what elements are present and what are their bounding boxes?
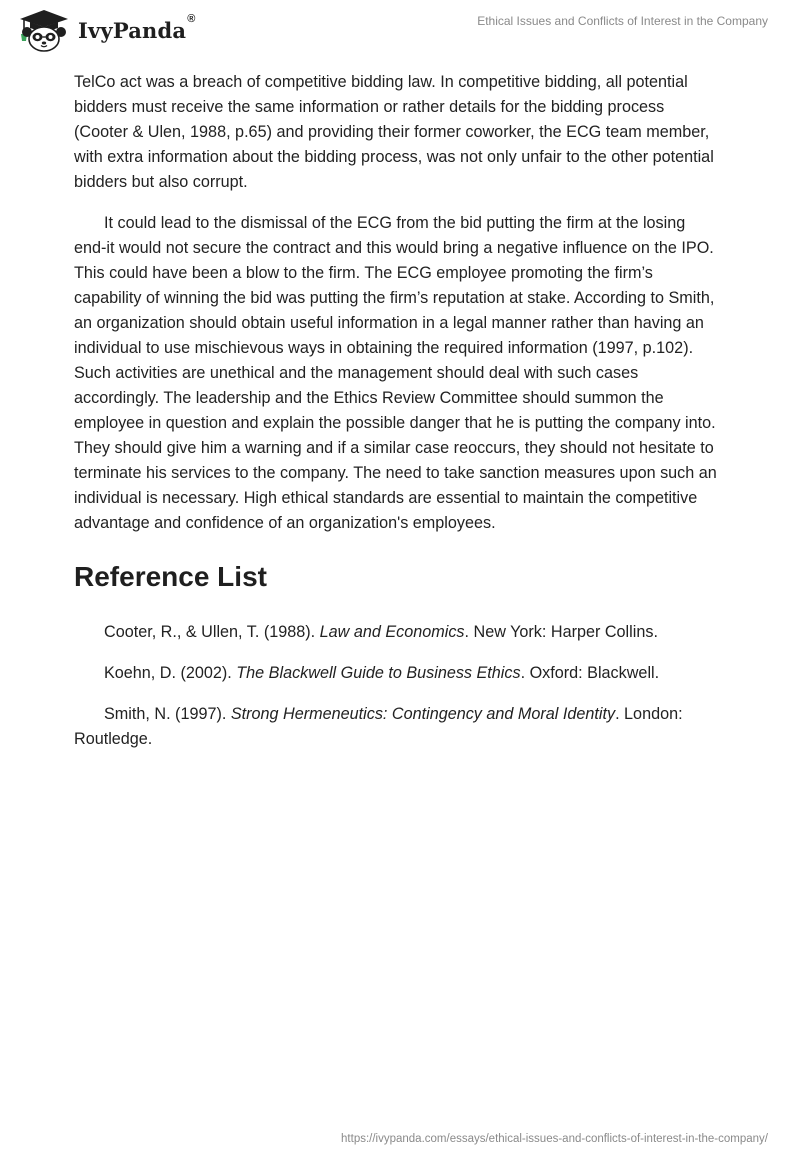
panda-graduate-icon xyxy=(16,8,72,52)
logo-wordmark xyxy=(78,12,196,43)
reference-publisher: . New York: Harper Collins. xyxy=(464,623,658,641)
reference-author: Cooter, R., & Ullen, T. (1988). xyxy=(104,623,320,641)
logo-name: IvyPanda xyxy=(78,17,187,43)
reference-publisher: . London: Routledge. xyxy=(74,705,683,748)
reference-author: Smith, N. (1997). xyxy=(104,705,231,723)
registered-mark: ® xyxy=(187,12,196,25)
reference-item xyxy=(74,661,722,686)
source-url[interactable]: https://ivypanda.com/essays/ethical-issues-and-conflicts-of-interest-in-the-company/ xyxy=(341,1133,768,1145)
reference-title: Strong Hermeneutics: Contingency and Moral Identity xyxy=(230,705,616,723)
ivypanda-logo[interactable] xyxy=(16,8,196,52)
page-header xyxy=(0,0,800,64)
reference-list-heading: Reference List xyxy=(74,561,267,592)
paragraph: It could lead to the dismissal of the ECG from the bid putting the firm at the losing end-it would not secure the contract and this would bring a negative influence on the IPO. This could have been a blow to the firm. The ECG employee promoting the firm’s capability of winning the bid was putting the firm’s reputation at stake. According to Smith, an organization should obtain useful information in a legal manner rather than having an individual to use mischievous ways in obtaining the required information (1997, p.102). Such activities are unethical and the management should deal with such cases accordingly. The leadership and the Ethics Review Committee should summon the employee in question and explain the possible danger that he is putting the company into. They should give him a warning and if a similar case reoccurs, they should not hesitate to terminate his services to the company. The need to take sanction measures upon such an individual is necessary. High ethical standards are essential to maintain the competitive advantage and confidence of an organization's employees. xyxy=(74,214,717,532)
reference-title: The Blackwell Guide to Business Ethics xyxy=(236,664,521,682)
document-title: Ethical Issues and Conflicts of Interest in the Company xyxy=(477,14,768,28)
essay-content xyxy=(74,70,722,768)
reference-title: Law and Economics xyxy=(319,623,465,641)
reference-item xyxy=(74,702,722,752)
paragraph: TelCo act was a breach of competitive bidding law. In competitive bidding, all potential bidders must receive the same information or rather details for the bidding process (Cooter & Ulen, 1988, p.65) and providing their former coworker, the ECG team member, with extra information about the bidding process, was not only unfair to the other potential bidders but also corrupt. xyxy=(74,73,714,191)
reference-publisher: . Oxford: Blackwell. xyxy=(520,664,660,682)
reference-item xyxy=(74,620,722,645)
reference-author: Koehn, D. (2002). xyxy=(104,664,237,682)
